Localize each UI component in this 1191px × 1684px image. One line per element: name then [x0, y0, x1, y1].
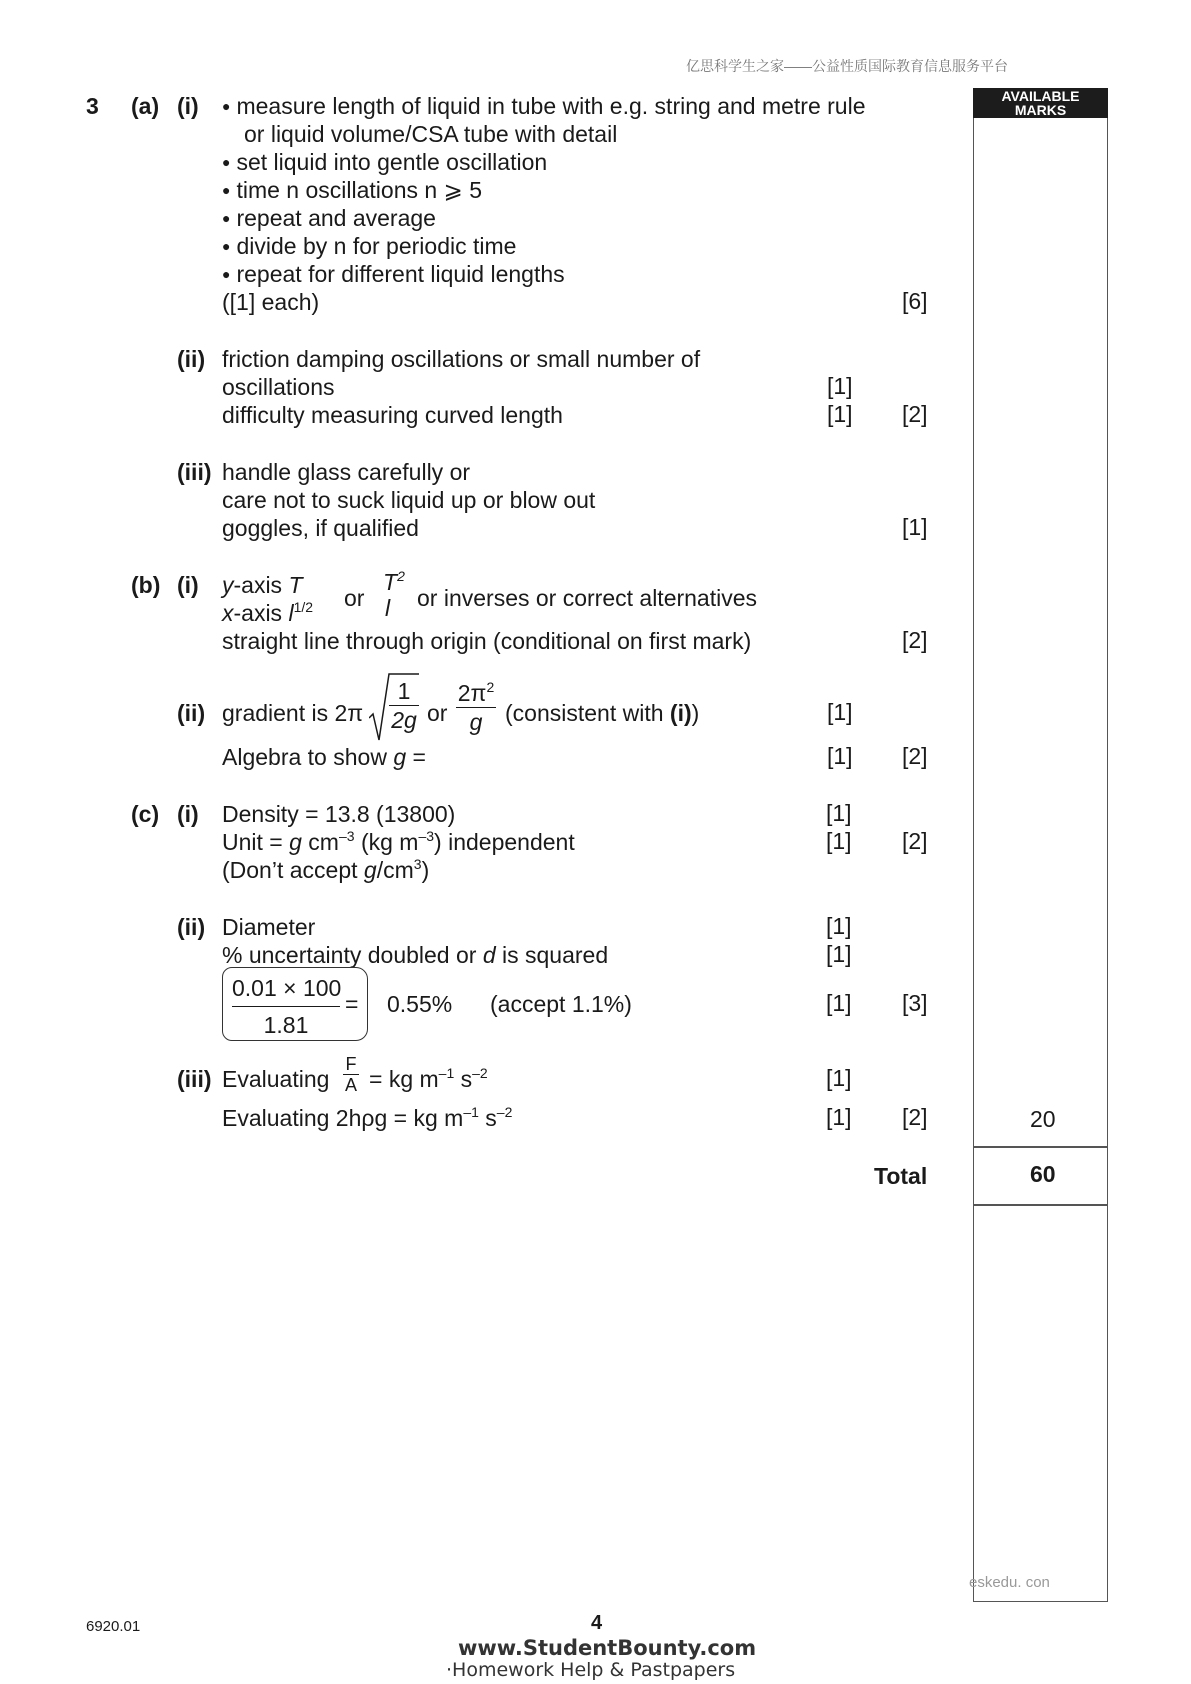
a-i-line-1: ● measure length of liquid in tube with e.g. string and metre rule	[222, 92, 866, 123]
b-i-or: or	[344, 585, 365, 611]
part-c-ii-label: (ii)	[177, 914, 206, 940]
b-i-y-axis-var: T	[288, 572, 303, 598]
part-c-iii-label: (iii)	[177, 1066, 212, 1092]
b-i-y-axis-prefix: y	[222, 572, 234, 598]
c-iii-eval2	[222, 1104, 512, 1132]
c-ii-accept: (accept 1.1%)	[490, 991, 632, 1017]
b-ii-frac-num-sup: 2	[486, 679, 495, 695]
b-ii-or: or	[427, 700, 448, 726]
c-i-unit-post: ) independent	[434, 829, 575, 855]
c-i-unit-kg: (kg m	[354, 829, 419, 855]
c-i-dont-cm: /cm	[376, 857, 414, 883]
c-ii-line-2	[222, 941, 608, 969]
b-ii-gradient-text: gradient is 2π	[222, 700, 364, 726]
c-ii-result: 0.55%	[387, 991, 453, 1017]
a-ii-mark-2: [1]	[827, 401, 853, 427]
b-ii-root-fraction	[389, 677, 419, 734]
part-b-i-label: (i)	[177, 572, 199, 598]
a-iii-line-2: care not to suck liquid up or blow out	[222, 487, 596, 513]
b-ii-algebra-var: g	[393, 744, 407, 770]
c-iii-eval1-s: s	[454, 1066, 473, 1092]
b-ii-algebra-eq: =	[406, 744, 426, 770]
b-i-frac-num: $T^2$	[383, 568, 405, 595]
c-iii-eval2-pre: Evaluating 2hρg = kg m	[222, 1105, 464, 1131]
a-ii-line-2: oscillations	[222, 374, 335, 400]
c-iii-eval2-sup2: –2	[496, 1104, 513, 1120]
b-ii-fraction	[456, 679, 496, 736]
c-iii-mark-1: [1]	[826, 1065, 852, 1091]
b-i-y-axis	[222, 571, 303, 599]
c-i-dont-sup: 3	[413, 856, 422, 872]
a-i-line-7: ● repeat for different liquid lengths	[222, 260, 565, 291]
c-i-dont-post: )	[421, 857, 430, 883]
c-ii-mark-3: [1]	[826, 990, 852, 1016]
b-i-total-mark: [2]	[902, 627, 928, 653]
c-iii-eval2-s: s	[478, 1105, 497, 1131]
c-i-dont-g: g	[363, 857, 377, 883]
c-ii-line-2-pre: % uncertainty doubled or	[222, 942, 483, 968]
part-a-i-label: (i)	[177, 93, 199, 119]
part-b-ii-label: (ii)	[177, 700, 206, 726]
c-iii-fraction	[343, 1054, 359, 1095]
c-i-mark-2: [1]	[826, 828, 852, 854]
total-value: 60	[1030, 1161, 1056, 1187]
header-watermark: 亿思科学生之家——公益性质国际教育信息服务平台	[686, 58, 1008, 74]
side-watermark: eskedu. con	[969, 1574, 1050, 1591]
c-iii-eval1-pre: Evaluating	[222, 1066, 330, 1092]
c-i-unit-g: g	[289, 829, 302, 855]
part-c-label: (c)	[131, 801, 160, 827]
b-ii-mark-1: [1]	[827, 699, 853, 725]
b-ii-consistent-bold: (i)	[669, 700, 692, 726]
b-i-x-axis-suffix: -axis	[233, 600, 289, 626]
c-iii-eval1-post: = kg m	[369, 1066, 439, 1092]
page-number: 4	[591, 1612, 603, 1634]
c-iii-eval1-sup1: –1	[438, 1065, 455, 1081]
question-number: 3	[86, 93, 99, 119]
studentbounty-tagline: ·Homework Help & Pastpapers	[446, 1659, 736, 1681]
c-ii-mark-1: [1]	[826, 913, 852, 939]
a-ii-line-3: difficulty measuring curved length	[222, 402, 563, 428]
marks-column-header	[973, 88, 1108, 118]
subtotal-value: 20	[1030, 1106, 1056, 1132]
b-ii-consistent	[505, 699, 699, 727]
c-iii-frac-num: F	[343, 1054, 359, 1075]
c-ii-calc-fraction	[232, 974, 340, 1039]
a-i-line-4: ● time n oscillations n ⩾ 5	[222, 176, 482, 207]
c-i-unit-cm-sup: –3	[338, 828, 355, 844]
b-ii-algebra	[222, 743, 426, 771]
b-i-y-axis-suffix: -axis	[233, 572, 289, 598]
b-i-frac-num-sup: 2	[397, 568, 405, 584]
part-a-iii-label: (iii)	[177, 459, 212, 485]
a-iii-line-3: goggles, if qualified	[222, 515, 419, 541]
subtotal-divider	[973, 1146, 1108, 1148]
marks-header-line1: AVAILABLE	[1001, 88, 1080, 104]
c-ii-line-2-var: d	[482, 942, 496, 968]
b-ii-root-num: 1	[389, 677, 419, 706]
c-i-total-mark: [2]	[902, 828, 928, 854]
a-i-line-6: ● divide by n for periodic time	[222, 232, 516, 263]
b-ii-algebra-text: Algebra to show	[222, 744, 394, 770]
c-iii-eval1	[369, 1065, 488, 1093]
a-ii-line-1: friction damping oscillations or small number of	[222, 346, 701, 372]
b-i-fraction	[383, 569, 405, 621]
b-i-alternatives: or inverses or correct alternatives	[417, 585, 758, 611]
total-label: Total	[874, 1163, 928, 1189]
c-ii-calc-num: 0.01 × 100	[232, 974, 340, 1007]
part-c-i-label: (i)	[177, 801, 199, 827]
c-i-unit-pre: Unit =	[222, 829, 290, 855]
a-i-line-3: ● set liquid into gentle oscillation	[222, 148, 547, 179]
c-i-unit-kg-sup: –3	[418, 828, 435, 844]
a-iii-total-mark: [1]	[902, 514, 928, 540]
c-i-density: Density = 13.8 (13800)	[222, 801, 456, 827]
c-iii-frac-den: A	[344, 1075, 357, 1095]
part-b-label: (b)	[131, 572, 161, 598]
b-i-frac-den: l	[385, 595, 391, 621]
part-a-ii-label: (ii)	[177, 346, 206, 372]
b-ii-consistent-pre: (consistent with	[505, 700, 670, 726]
a-ii-total-mark: [2]	[902, 401, 928, 427]
b-ii-frac-num: $2\pi^2$	[457, 679, 495, 706]
c-iii-eval2-sup1: –1	[463, 1104, 479, 1120]
c-ii-calc-eq: =	[345, 991, 359, 1017]
paper-code: 6920.01	[86, 1618, 141, 1635]
c-i-dont-pre: (Don’t accept	[222, 857, 364, 883]
a-i-line-5: ● repeat and average	[222, 204, 436, 235]
b-ii-frac-den: g	[469, 709, 483, 735]
marks-column	[973, 88, 1108, 1602]
a-i-line-2: or liquid volume/CSA tube with detail	[244, 121, 618, 147]
a-i-total-mark: [6]	[902, 288, 928, 314]
b-ii-mark-2: [1]	[827, 743, 853, 769]
studentbounty-link[interactable]: www.StudentBounty.com	[458, 1636, 757, 1660]
c-iii-total-mark: [2]	[902, 1104, 928, 1130]
a-i-line-8: ([1] each)	[222, 289, 320, 315]
marks-header-line2: MARKS	[1014, 102, 1067, 118]
b-i-x-axis	[222, 599, 313, 627]
c-i-mark-1: [1]	[826, 800, 852, 826]
c-iii-eval1-sup2: –2	[472, 1065, 488, 1081]
b-ii-total-mark: [2]	[902, 743, 928, 769]
c-iii-mark-2: [1]	[826, 1104, 852, 1130]
b-i-x-axis-sup: 1/2	[293, 599, 314, 615]
c-ii-mark-2: [1]	[826, 941, 852, 967]
b-i-x-axis-prefix: x	[222, 600, 234, 626]
total-divider	[973, 1204, 1108, 1206]
c-ii-line-1: Diameter	[222, 914, 316, 940]
c-ii-line-2-post: is squared	[495, 942, 609, 968]
c-ii-total-mark: [3]	[902, 990, 928, 1016]
c-ii-calc-den: 1.81	[263, 1012, 309, 1038]
c-i-unit	[222, 828, 575, 856]
a-iii-line-1: handle glass carefully or	[222, 459, 471, 485]
b-i-x-axis-var: l	[288, 600, 294, 626]
a-ii-mark-1: [1]	[827, 373, 853, 399]
b-ii-consistent-post: )	[691, 700, 700, 726]
c-i-dont-accept	[222, 856, 429, 884]
b-ii-root-den: 2g	[391, 707, 417, 733]
part-a-label: (a)	[131, 93, 160, 119]
b-i-line-3: straight line through origin (conditional on first mark)	[222, 628, 752, 654]
c-i-unit-cm: cm	[301, 829, 339, 855]
